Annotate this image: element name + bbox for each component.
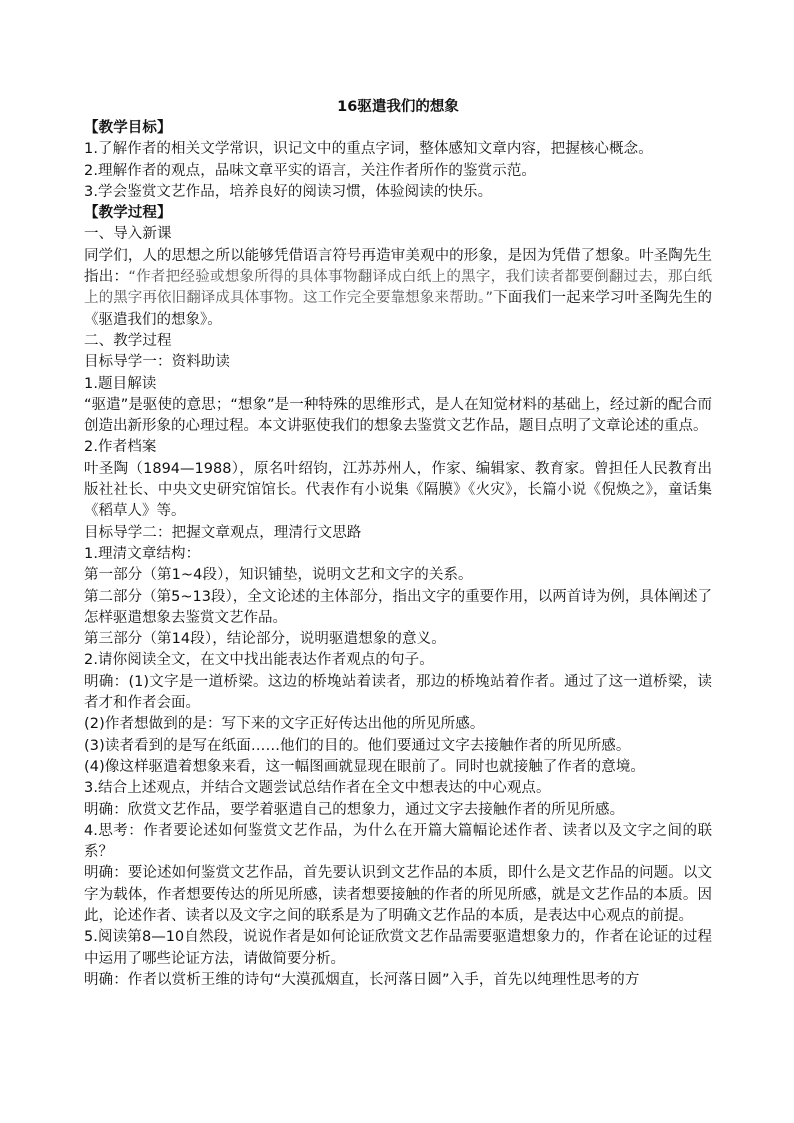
heading-teaching-process: 【教学过程】	[84, 205, 172, 222]
structure-part-1: 第一部分（第1~4段），知识铺垫，说明文艺和文字的关系。	[84, 567, 473, 584]
goal-item-2: 2.理解作者的观点，品味文章平实的语言，关注作者所作的鉴赏示范。	[84, 162, 537, 179]
goal-item-3: 3.学会鉴赏文艺作品，培养良好的阅读习惯，体验阅读的快乐。	[84, 183, 493, 200]
document-page	[84, 96, 712, 991]
topic-explanation: “驱遣”是驱使的意思；“想象”是一种特殊的思维形式，是人在知觉材料的基础上，经过新的配合而创造出新形象的心理过程。本文讲驱使我们的想象去鉴赏文艺作品，题目点明了文章论述的重点。	[84, 396, 712, 435]
sub-title-topic: 1.题目解读	[84, 375, 157, 392]
question-4-title: 4.思考：作者要论述如何鉴赏文艺作品，为什么在开篇大篇幅论述作者、读者以及文字之间的联系？	[84, 822, 712, 861]
question-2-title: 2.请你阅读全文，在文中找出能表达作者观点的句子。	[84, 652, 434, 669]
section-process-label: 二、教学过程	[84, 332, 172, 349]
structure-part-3: 第三部分（第14段），结论部分，说明驱遣想象的意义。	[84, 631, 446, 648]
intro-quote: “作者把经验或想象所得的具体事物翻译成白纸上的黑字，我们读者都要倒翻过去，那白纸上的黑字再依旧翻译成具体事物。这工作完全要靠想象来帮助。”	[84, 269, 713, 307]
author-profile: 叶圣陶（1894—1988），原名叶绍钧，江苏苏州人，作家、编辑家、教育家。曾担任人民教育出版社社长、中央文史研究馆馆长。代表作有小说集《隔膜》《火灾》，长篇小说《倪焕之》，童话集《稻草人》等。	[84, 460, 712, 520]
question-2-answer-4: (4)像这样驱遣着想象来看，这一幅图画就显现在眼前了。同时也就接触了作者的意境。	[84, 758, 646, 775]
question-3-answer: 明确：欣赏文艺作品，要学着驱遣自己的想象力，通过文字去接触作者的所见所感。	[84, 801, 625, 818]
question-2-answer-2: (2)作者想做到的是：写下来的文字正好传达出他的所见所感。	[84, 716, 485, 733]
question-2-answer-3: (3)读者看到的是写在纸面……他们的目的。他们要通过文字去接触作者的所见所感。	[84, 737, 631, 754]
goal-guide-2: 目标导学二：把握文章观点，理清行文思路	[84, 524, 362, 541]
sub-title-author: 2.作者档案	[84, 439, 157, 456]
question-3-title: 3.结合上述观点，并结合文题尝试总结作者在全文中想表达的中心观点。	[84, 780, 551, 797]
intro-text-end: 下面我们一起来学习叶圣陶先生的《驱遣我们的想象》。	[84, 290, 713, 328]
goal-guide-1: 目标导学一：资料助读	[84, 354, 230, 371]
question-5-answer: 明确：作者以赏析王维的诗句“大漠孤烟直，长河落日圆”入手，首先以纯理性思考的方	[84, 971, 640, 988]
question-5-title: 5.阅读第8—10自然段，说说作者是如何论证欣赏文艺作品需要驱遣想象力的，作者在论证的过程中运用了哪些论证方法，请做简要分析。	[84, 929, 712, 967]
intro-paragraph	[84, 246, 712, 331]
structure-part-2: 第二部分（第5~13段），全文论述的主体部分，指出文字的重要作用，以两首诗为例，具体阐述了怎样驱遣想象去鉴赏文艺作品。	[84, 588, 712, 626]
goal-item-1: 1.了解作者的相关文学常识，识记文中的重点字词，整体感知文章内容，把握核心概念。	[84, 141, 653, 158]
question-1-title: 1.理清文章结构：	[84, 545, 201, 562]
question-2-answer-1: 明确：(1)文字是一道桥梁。这边的桥堍站着读者，那边的桥堍站着作者。通过了这一道桥梁，读者才和作者会面。	[84, 673, 712, 712]
question-4-answer: 明确：要论述如何鉴赏文艺作品，首先要认识到文艺作品的本质，即什么是文艺作品的问题。以文字为载体，作者想要传达的所见所感，读者想要接触的作者的所见所感，就是文艺作品的本质。因此，论述作者、读者以及文字之间的联系是为了明确文艺作品的本质，是表达中心观点的前提。	[84, 865, 712, 924]
intro-text-start: 同学们，人的思想之所以能够凭借语言符号再造审美观中的形象，是因为凭借了想象。叶圣陶先生指出：	[84, 247, 712, 286]
heading-teaching-goals: 【教学目标】	[84, 120, 172, 136]
section-intro-label: 一、导入新课	[84, 226, 172, 243]
document-title: 16驱遣我们的想象	[337, 99, 459, 115]
